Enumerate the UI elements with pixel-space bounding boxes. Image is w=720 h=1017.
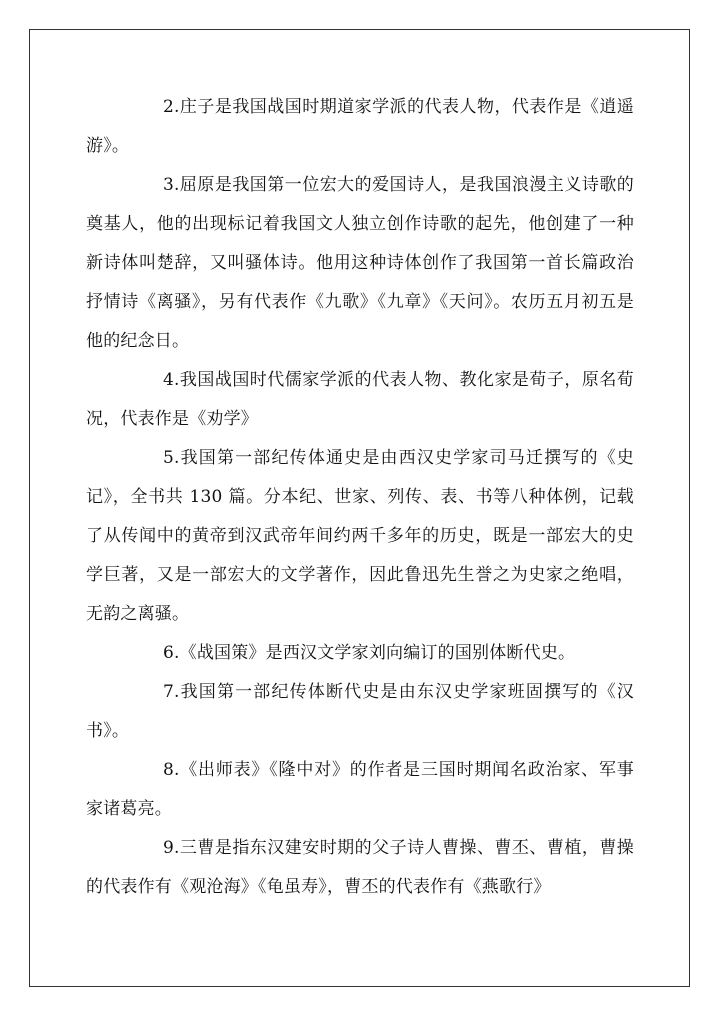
- paragraph-6: 6.《战国策》是西汉文学家刘向编订的国别体断代史。: [163, 643, 576, 663]
- paragraph-5: 5.我国第一部纪传体通史是由西汉史学家司马迁撰写的《史记》，全书共 130 篇。分本纪、世家、列传、表、书等八种体例，记载了从传闻中的黄帝到汉武帝年间约两千多年的历史，既是一部宏大的史学巨著，又是一部宏大的文学著作，因此鲁迅先生誉之为史家之绝唱，无韵之离骚。: [86, 448, 634, 624]
- paragraph-2: 2.庄子是我国战国时期道家学派的代表人物，代表作是《逍遥游》。: [86, 97, 634, 156]
- paragraph-7: 7.我国第一部纪传体断代史是由东汉史学家班固撰写的《汉书》。: [86, 682, 634, 741]
- document-body: [86, 88, 634, 907]
- paragraph-3: 3.屈原是我国第一位宏大的爱国诗人，是我国浪漫主义诗歌的奠基人，他的出现标记着我国文人独立创作诗歌的起先，他创建了一种新诗体叫楚辞，又叫骚体诗。他用这种诗体创作了我国第一首长篇政治抒情诗《离骚》，另有代表作《九歌》《九章》《天问》。农历五月初五是他的纪念日。: [86, 175, 634, 351]
- paragraph-4: 4.我国战国时代儒家学派的代表人物、教化家是荀子，原名荀况，代表作是《劝学》: [86, 370, 634, 429]
- paragraph-9: 9.三曹是指东汉建安时期的父子诗人曹操、曹丕、曹植，曹操的代表作有《观沧海》《龟虽寿》，曹丕的代表作有《燕歌行》: [86, 838, 634, 897]
- paragraph-8: 8.《出师表》《隆中对》的作者是三国时期闻名政治家、军事家诸葛亮。: [86, 760, 634, 819]
